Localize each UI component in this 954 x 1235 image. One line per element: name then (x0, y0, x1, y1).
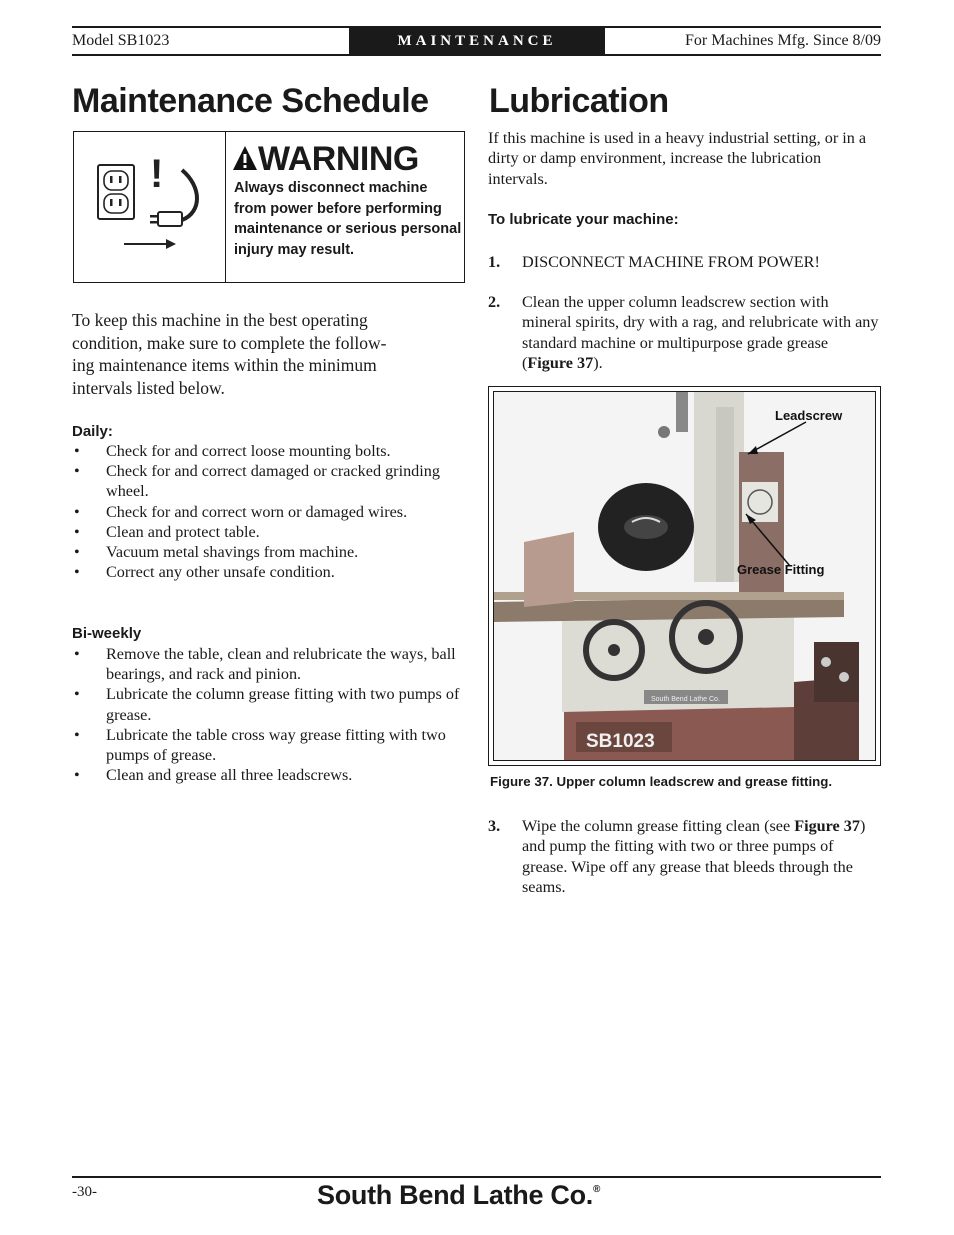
svg-text:!: ! (150, 152, 164, 196)
outlet-icon (98, 165, 134, 219)
footer-rule (72, 1176, 881, 1178)
step-number: 3. (488, 817, 501, 835)
intro-paragraph (72, 309, 467, 399)
daily-heading: Daily: (72, 423, 113, 440)
list-item: • Remove the table, clean and relubricate the ways, ball bearings, and rack and pinion. (72, 644, 467, 684)
list-item: • Lubricate the column grease fitting with two pumps of grease. (72, 684, 467, 724)
list-item: • Clean and protect table. (72, 522, 467, 542)
header-section: MAINTENANCE (349, 28, 605, 54)
header-model: Model SB1023 (72, 32, 170, 49)
step-text: DISCONNECT MACHINE FROM POWER! (522, 253, 820, 271)
machine-plate: South Bend Lathe Co. (651, 696, 720, 703)
grease-fitting-label: Grease Fitting (737, 562, 825, 577)
daily-list (72, 441, 467, 582)
warning-label (232, 140, 419, 179)
list-item: • Correct any other unsafe condition. (72, 562, 467, 582)
step-text-part: ). (593, 353, 603, 372)
intro-line: ing maintenance items within the minimum (72, 355, 377, 375)
list-item: • Check for and correct worn or damaged wires. (72, 502, 467, 522)
warning-label-text: WARNING (258, 140, 419, 178)
list-item: • Check for and correct loose mounting bolts. (72, 441, 467, 461)
intro-line: condition, make sure to complete the follow- (72, 332, 387, 353)
list-item: • Vacuum metal shavings from machine. (72, 542, 467, 562)
lubricate-subheading: To lubricate your machine: (488, 211, 679, 228)
warning-text: Always disconnect machine from power before performing maintenance or serious personal injury may result. (234, 180, 462, 258)
step-text (522, 816, 882, 897)
step-text (522, 292, 882, 373)
list-item: • Lubricate the table cross way grease fitting with two pumps of grease. (72, 725, 467, 765)
intro-line: intervals listed below. (72, 377, 225, 398)
step-text-part: Clean the upper column leadscrew section with mineral spirits, dry with a rag, and relubricate with any standard machine or multipurpose grade grease ( (522, 293, 879, 372)
step-text-part: Wipe the column grease fitting clean (see (522, 817, 795, 835)
biweekly-heading: Bi-weekly (72, 625, 142, 642)
warning-illustration (74, 132, 226, 282)
maintenance-schedule-title: Maintenance Schedule (72, 82, 429, 120)
intro-line: To keep this machine in the best operating (72, 310, 368, 330)
figure-reference: Figure 37 (527, 353, 594, 372)
machine-photo (493, 391, 876, 761)
machine-badge: SB1023 (586, 731, 655, 752)
lubrication-intro: If this machine is used in a heavy industrial setting, or in a dirty or damp environment, increase the lubrication intervals. (488, 129, 867, 188)
brand-text: South Bend Lathe Co. (317, 1180, 593, 1210)
page-number: -30- (72, 1184, 97, 1200)
arrow-icon (124, 239, 176, 249)
leadscrew-label: Leadscrew (775, 408, 843, 423)
warning-triangle-icon (232, 145, 258, 171)
list-item: • Check for and correct damaged or cracked grinding wheel. (72, 461, 467, 501)
unplug-illustration (74, 132, 225, 282)
warning-box (73, 131, 465, 283)
figure-37 (488, 386, 881, 766)
figure-reference: Figure 37 (794, 817, 860, 835)
registered-mark: ® (592, 1184, 601, 1195)
step-text-part: ) and pump the fitting with two or three pumps of grease. Wipe off any grease that bleeds through the seams. (522, 817, 866, 896)
header-machines: For Machines Mfg. Since 8/09 (685, 32, 881, 49)
step-number: 2. (488, 293, 501, 311)
figure-caption: Figure 37. Upper column leadscrew and grease fitting. (490, 774, 833, 789)
biweekly-list (72, 644, 467, 785)
list-item: • Clean and grease all three leadscrews. (72, 765, 467, 785)
step-number: 1. (488, 253, 501, 271)
brand-logo (317, 1180, 600, 1211)
lubrication-title: Lubrication (489, 82, 669, 120)
header-bottom-rule (72, 54, 881, 56)
